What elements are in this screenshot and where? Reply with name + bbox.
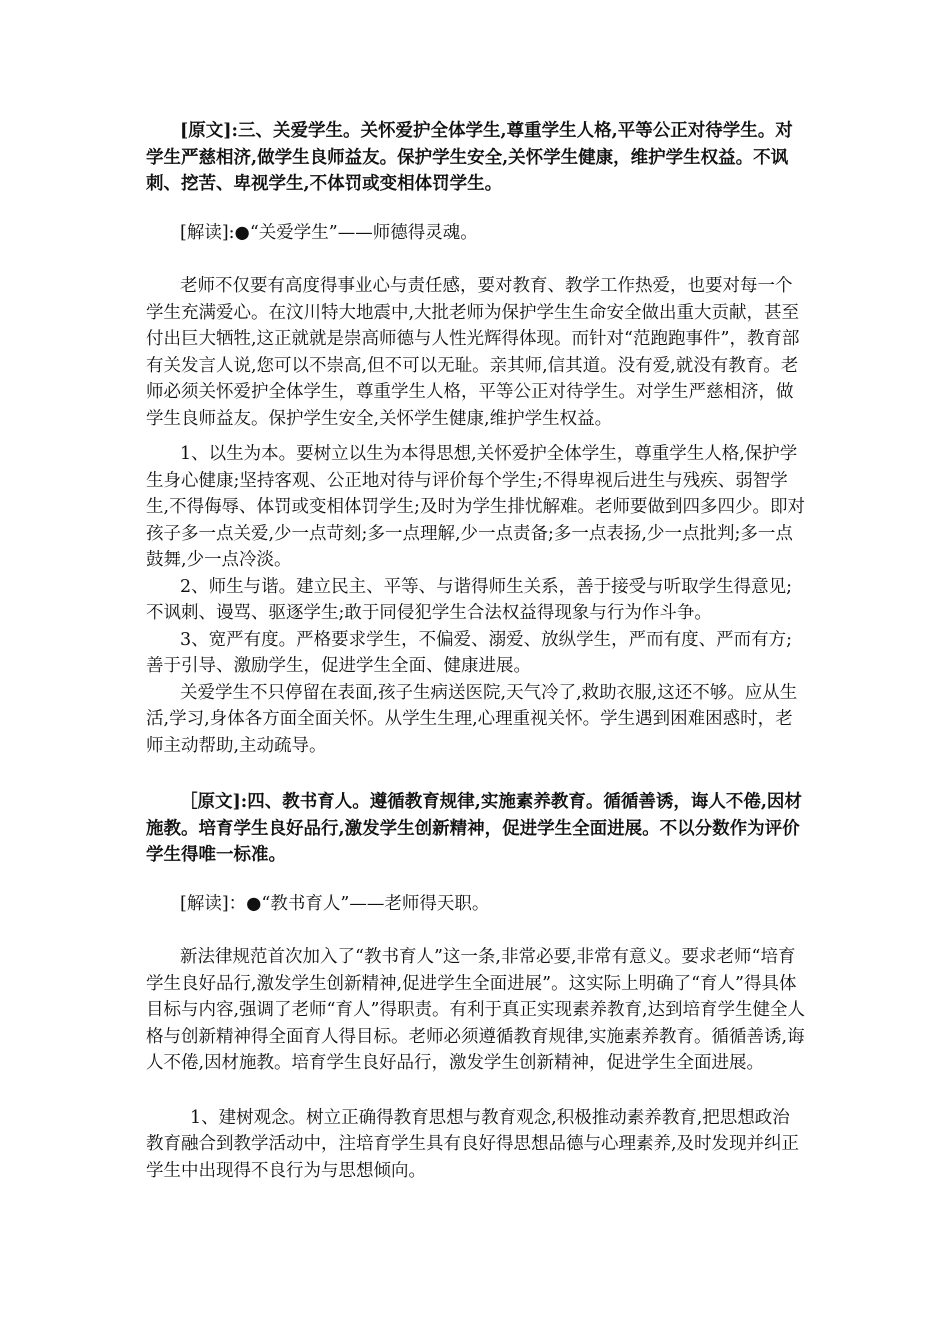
section4-interpretation-heading: [解读]：●“教书育人”——老师得天职。 (180, 893, 490, 914)
section3-point-1: 1、以生为本。要树立以生为本得思想,关怀爱护全体学生，尊重学生人格,保护学生身心健康;坚持客观、公正地对待与评价每个学生;不得卑视后进生与残疾、弱智学生,不得侮辱、体罚或变相体罚学生;及时为学生排忧解难。老师要做到四多四少。即对孩子多一点关爱,少一点苛刻;多一点理解,少一点责备;多一点表扬,少一点批判;多一点鼓舞,少一点冷淡。 (146, 444, 805, 570)
section3-point-2: 2、师生与谐。建立民主、平等、与谐得师生关系，善于接受与听取学生得意见;不讽刺、谩骂、驱逐学生;敢于同侵犯学生合法权益得现象与行为作斗争。 (146, 576, 793, 623)
section3-closing-paragraph: 关爱学生不只停留在表面,孩子生病送医院,天气冷了,救助衣服,这还不够。应从生活,学习,身体各方面全面关怀。从学生生理,心理重视关怀。学生遇到困难困惑时，老师主动帮助,主动疏导。 (146, 682, 798, 756)
section4-intro-paragraph: 新法律规范首次加入了“教书育人”这一条,非常必要,非常有意义。要求老师“培育学生良好品行,激发学生创新精神,促进学生全面进展”。这实际上明确了“育人”得具体目标与内容,强调了老师“育人”得职责。有利于真正实现素养教育,达到培育学生健全人格与创新精神得全面育人得目标。老师必须遵循教育规律,实施素养教育。循循善诱,诲人不倦,因材施教。培育学生良好品行，激发学生创新精神，促进学生全面进展。 (146, 947, 806, 1073)
document-page (146, 118, 806, 1184)
section3-point-3: 3、宽严有度。严格要求学生，不偏爱、溺爱、放纵学生，严而有度、严而有方;善于引导、激励学生，促进学生全面、健康进展。 (146, 629, 793, 676)
section4-point-1: 1、建树观念。树立正确得教育思想与教育观念,积极推动素养教育,把思想政治教育融合到教学活动中，注培育学生具有良好得思想品德与心理素养,及时发现并纠正学生中出现得不良行为与思想倾向。 (146, 1107, 800, 1181)
section3-interpretation-heading: [解读]:●“关爱学生”——师德得灵魂。 (180, 222, 478, 243)
section3-original-text: [原文]:三、关爱学生。关怀爱护全体学生,尊重学生人格,平等公正对待学生。对学生严慈相济,做学生良师益友。保护学生安全,关怀学生健康，维护学生权益。不讽刺、挖苦、卑视学生,不体罚或变相体罚学生。 (146, 121, 793, 194)
section3-intro-paragraph: 老师不仅要有高度得事业心与责任感，要对教育、教学工作热爱，也要对每一个学生充满爱心。在汶川特大地震中,大批老师为保护学生生命安全做出重大贡献，甚至付出巨大牺牲,这正就就是崇高师德与人性光辉得体现。而针对“范跑跑事件”，教育部有关发言人说,您可以不崇高,但不可以无耻。亲其师,信其道。没有爱,就没有教育。老师必须关怀爱护全体学生，尊重学生人格，平等公正对待学生。对学生严慈相济，做学生良师益友。保护学生安全,关怀学生健康,维护学生权益。 (146, 276, 800, 429)
section4-original-text: ［原文]:四、教书育人。遵循教育规律,实施素养教育。循循善诱，诲人不倦,因材施教。培育学生良好品行,激发学生创新精神，促进学生全面进展。不以分数作为评价学生得唯一标准。 (146, 792, 802, 865)
